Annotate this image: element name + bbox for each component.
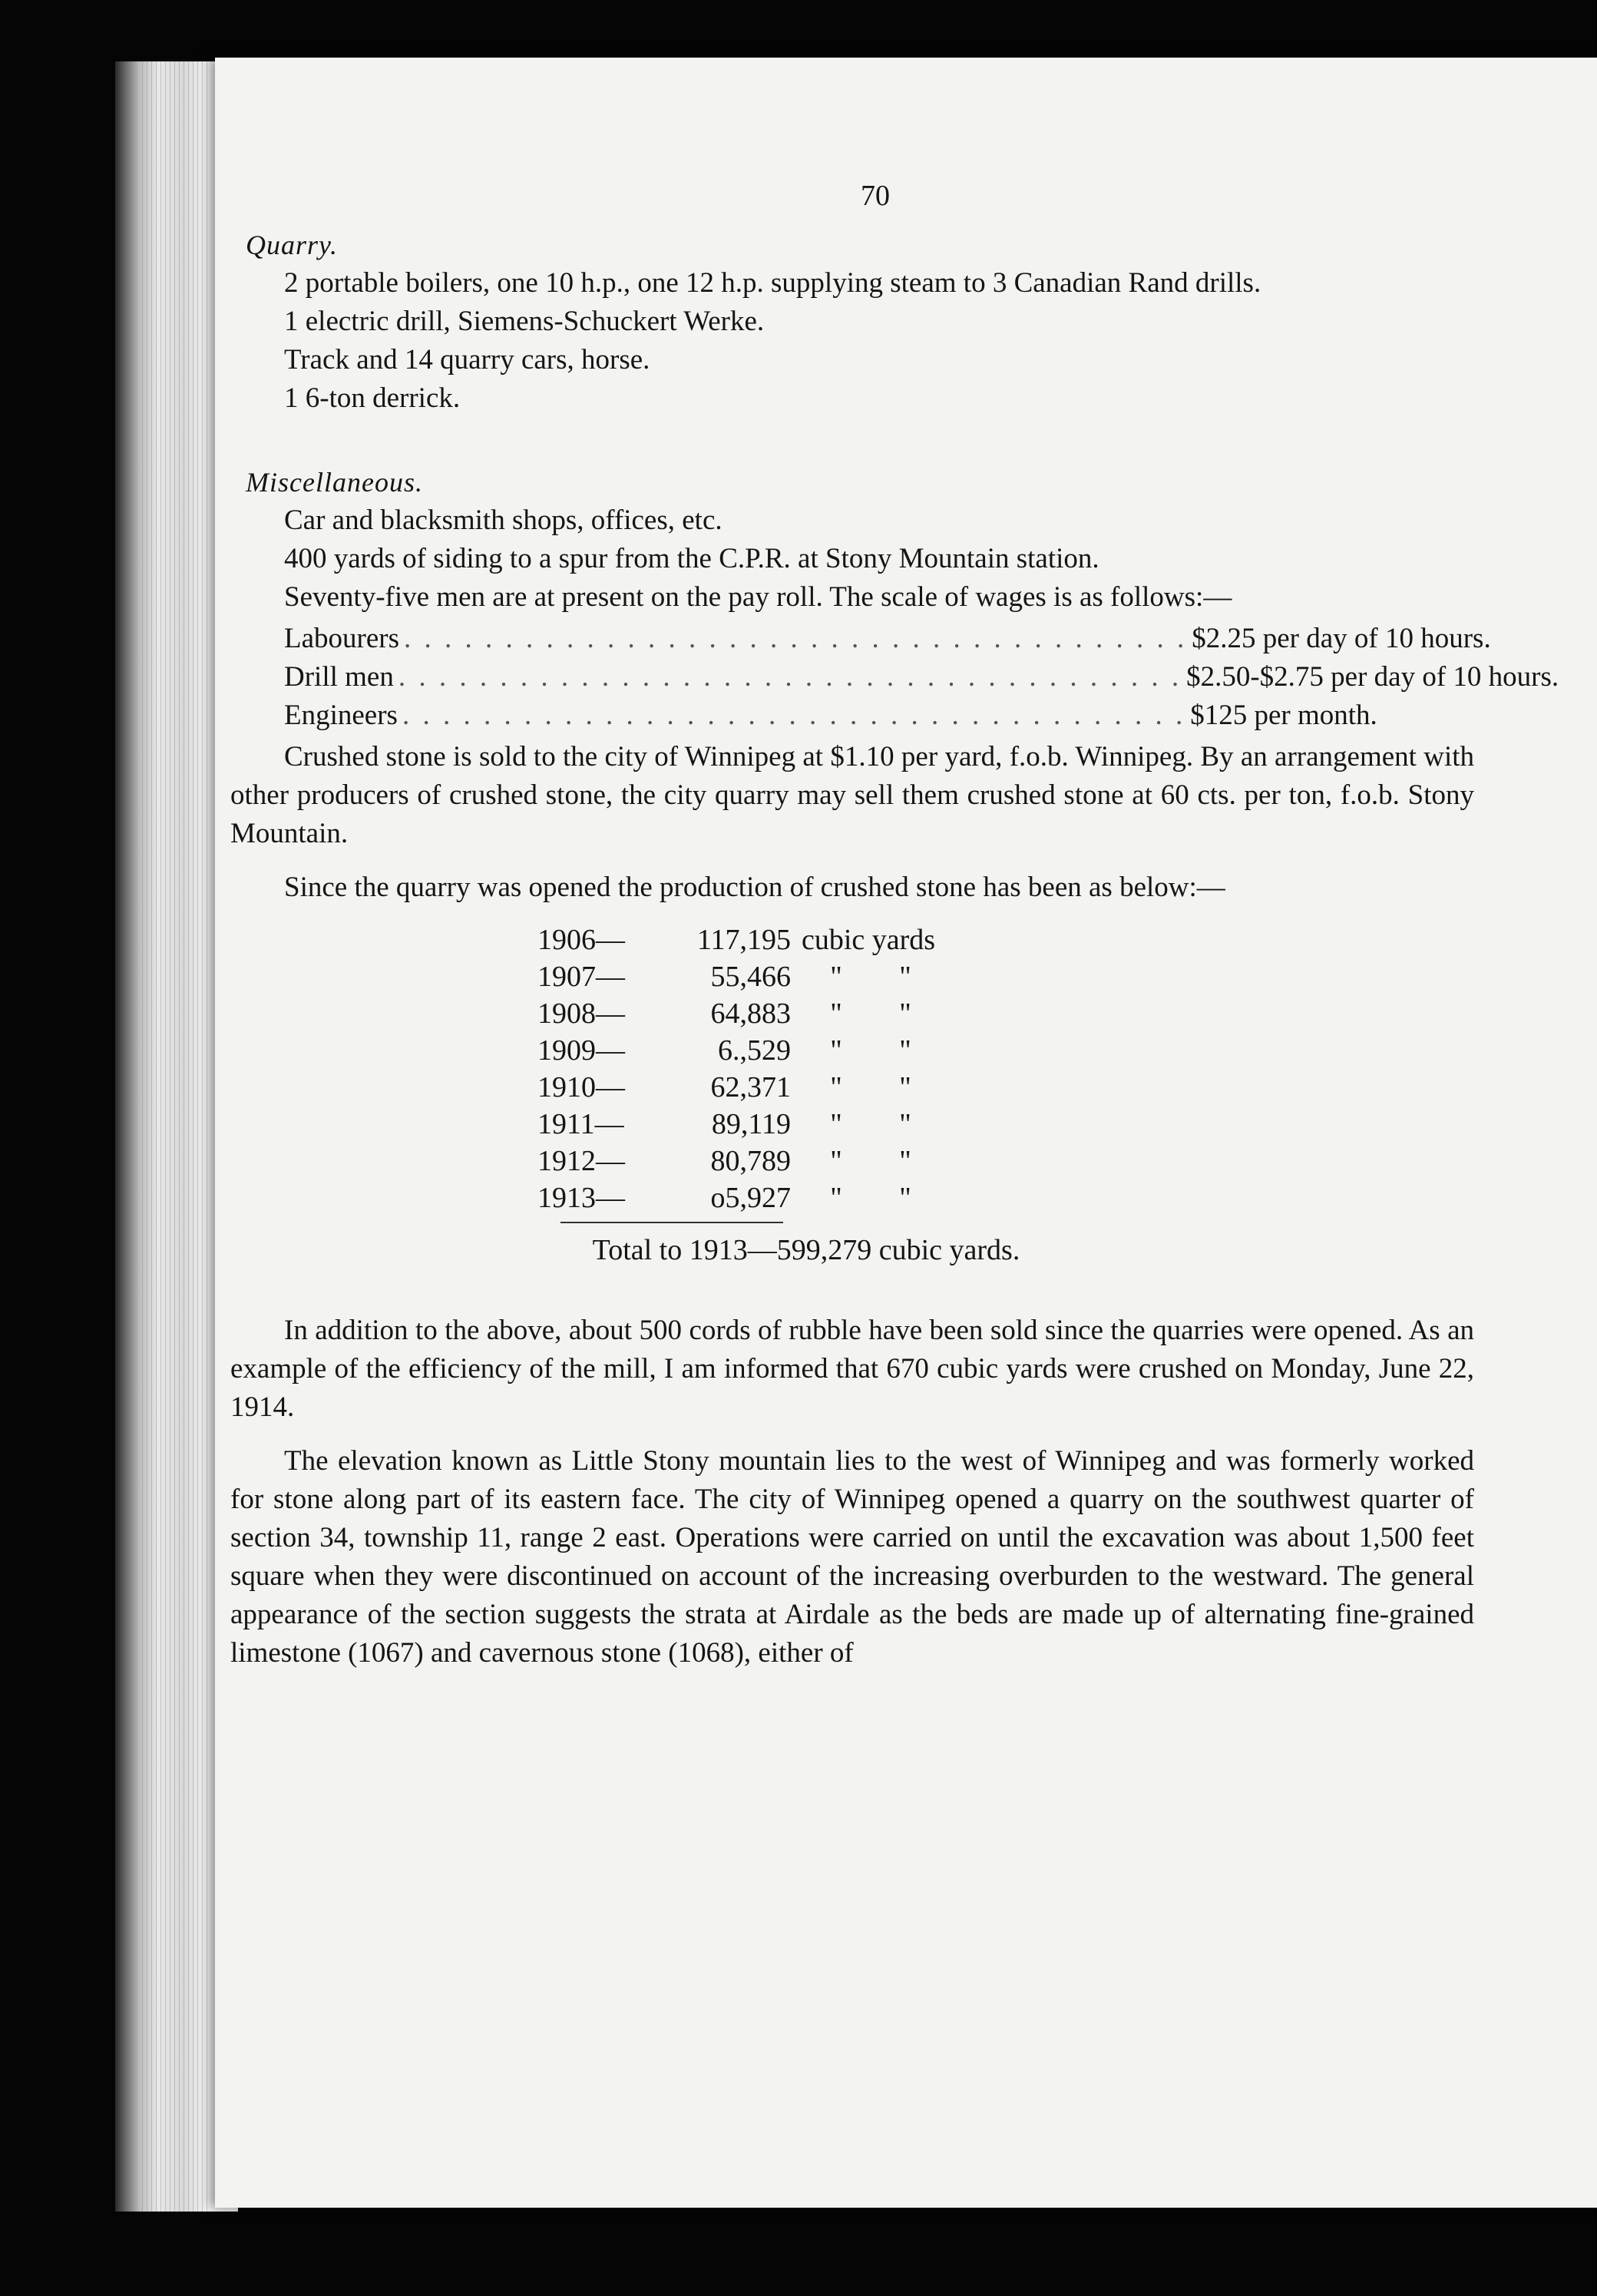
production-row <box>537 1031 1474 1068</box>
spacer <box>230 418 1474 460</box>
paragraph-crushed-stone: Crushed stone is sold to the city of Winnipeg at $1.10 per yard, f.o.b. Winnipeg. By an arrangement with other producers of crushed stone, the city quarry may sell them crushed stone at 60 cts. per ton, f.o.b. Stony Mountain. <box>230 741 1474 849</box>
production-table <box>537 921 1474 1216</box>
wage-value: $2.25 per day of 10 hours. <box>1192 623 1491 654</box>
ditto-marks <box>791 1068 986 1107</box>
ditto-mark: " <box>899 1108 911 1140</box>
spacer <box>230 1269 1474 1312</box>
leader-dots: . . . . . . . . . . . . . . . . . . . . . . . . . . . . . . . . . . . . . . . <box>402 700 1186 731</box>
line-shops: Car and blacksmith shops, offices, etc. <box>284 505 722 536</box>
ditto-marks <box>791 1105 986 1143</box>
ditto-marks <box>791 1179 986 1217</box>
line-electric-drill: 1 electric drill, Siemens-Schuckert Werke. <box>284 306 765 337</box>
wage-row <box>284 658 1559 696</box>
line-derrick: 1 6-ton derrick. <box>284 382 461 414</box>
ditto-mark: " <box>899 1182 911 1214</box>
spacer <box>230 853 1474 868</box>
wage-label: Drill men <box>284 661 394 693</box>
section-heading-quarry: Quarry. <box>246 230 339 260</box>
production-year: 1906— <box>537 924 625 956</box>
production-amount: 62,371 <box>710 1071 791 1103</box>
production-year: 1909— <box>537 1034 625 1067</box>
ditto-mark: " <box>899 997 911 1030</box>
ditto-mark: " <box>830 961 842 993</box>
ditto-mark: " <box>830 1108 842 1140</box>
ditto-mark: " <box>830 997 842 1030</box>
line-track-cars: Track and 14 quarry cars, horse. <box>284 344 650 375</box>
production-year: 1910— <box>537 1071 625 1103</box>
paragraph-production-intro: Since the quarry was opened the production of crushed stone has been as below:— <box>284 872 1225 903</box>
paragraph-little-stony: The elevation known as Little Stony mountain lies to the west of Winnipeg and was formerly worked for stone along part of its eastern face. The city of Winnipeg opened a quarry on the southwest quarter of section 34, township 11, range 2 east. Operations were carried on until the excavation was about 1,500 feet square when they were discontinued on account of the increasing overburden to the westward. The general appearance of the section suggests the strata at Airdale as the beds are made up of alternating fine-grained limestone (1067) and cavernous stone (1068), either of <box>230 1445 1474 1669</box>
ditto-marks <box>791 994 986 1033</box>
ditto-mark: " <box>830 1034 842 1067</box>
production-year: 1908— <box>537 997 625 1030</box>
production-row <box>537 1105 1474 1142</box>
wage-row <box>284 696 1377 735</box>
page-content <box>230 177 1559 1672</box>
total-rule <box>560 1222 783 1223</box>
ditto-mark: " <box>899 1071 911 1103</box>
production-amount: 80,789 <box>710 1145 791 1177</box>
production-unit: cubic yards <box>802 924 936 956</box>
production-amount: 55,466 <box>710 961 791 993</box>
leader-dots: . . . . . . . . . . . . . . . . . . . . . . . . . . . . . . . . . . . . . . . <box>404 623 1188 654</box>
production-row <box>537 1068 1474 1105</box>
ditto-mark: " <box>830 1145 842 1177</box>
wages-table <box>284 620 1559 735</box>
production-year: 1912— <box>537 1145 625 1177</box>
production-row <box>537 1179 1474 1216</box>
wage-value: $125 per month. <box>1190 700 1377 731</box>
production-amount: 117,195 <box>696 924 791 956</box>
production-year: 1913— <box>537 1182 625 1214</box>
production-row <box>537 994 1474 1031</box>
wage-value: $2.50-$2.75 per day of 10 hours. <box>1186 661 1559 693</box>
section-heading-miscellaneous: Miscellaneous. <box>246 467 423 498</box>
ditto-mark: " <box>899 961 911 993</box>
production-amount: 6.,529 <box>718 1034 791 1067</box>
production-amount: o5,927 <box>710 1182 791 1214</box>
wage-row <box>284 620 1491 658</box>
paragraph-siding: 400 yards of siding to a spur from the C.P.R. at Stony Mountain station. <box>284 543 1099 574</box>
spacer <box>230 1427 1474 1442</box>
wage-label: Engineers <box>284 700 398 731</box>
production-row <box>537 1142 1474 1179</box>
ditto-marks <box>791 958 986 996</box>
production-total: Total to 1913—599,279 cubic yards. <box>592 1234 1020 1266</box>
ditto-mark: " <box>899 1034 911 1067</box>
paragraph-rubble: In addition to the above, about 500 cords of rubble have been sold since the quarries were opened. As an example of the efficiency of the mill, I am informed that 670 cubic yards were crushed on Monday, June 22, 1914. <box>230 1315 1474 1423</box>
ditto-marks <box>791 1142 986 1180</box>
ditto-marks <box>791 1031 986 1070</box>
ditto-mark: " <box>899 1145 911 1177</box>
paragraph-wages-intro: Seventy-five men are at present on the pay roll. The scale of wages is as follows:— <box>284 581 1232 613</box>
wage-label: Labourers <box>284 623 399 654</box>
ditto-mark: " <box>830 1071 842 1103</box>
production-row <box>537 921 1474 958</box>
production-amount: 89,119 <box>711 1108 791 1140</box>
production-row <box>537 958 1474 994</box>
paragraph-boilers: 2 portable boilers, one 10 h.p., one 12 h.p. supplying steam to 3 Canadian Rand drills. <box>284 267 1261 299</box>
page-number: 70 <box>861 180 890 212</box>
production-amount: 64,883 <box>710 997 791 1030</box>
book-page-edge-lines <box>142 61 211 2212</box>
ditto-mark: " <box>830 1182 842 1214</box>
production-year: 1911— <box>537 1108 624 1140</box>
production-year: 1907— <box>537 961 625 993</box>
leader-dots: . . . . . . . . . . . . . . . . . . . . . . . . . . . . . . . . . . . . . . . <box>398 661 1182 693</box>
